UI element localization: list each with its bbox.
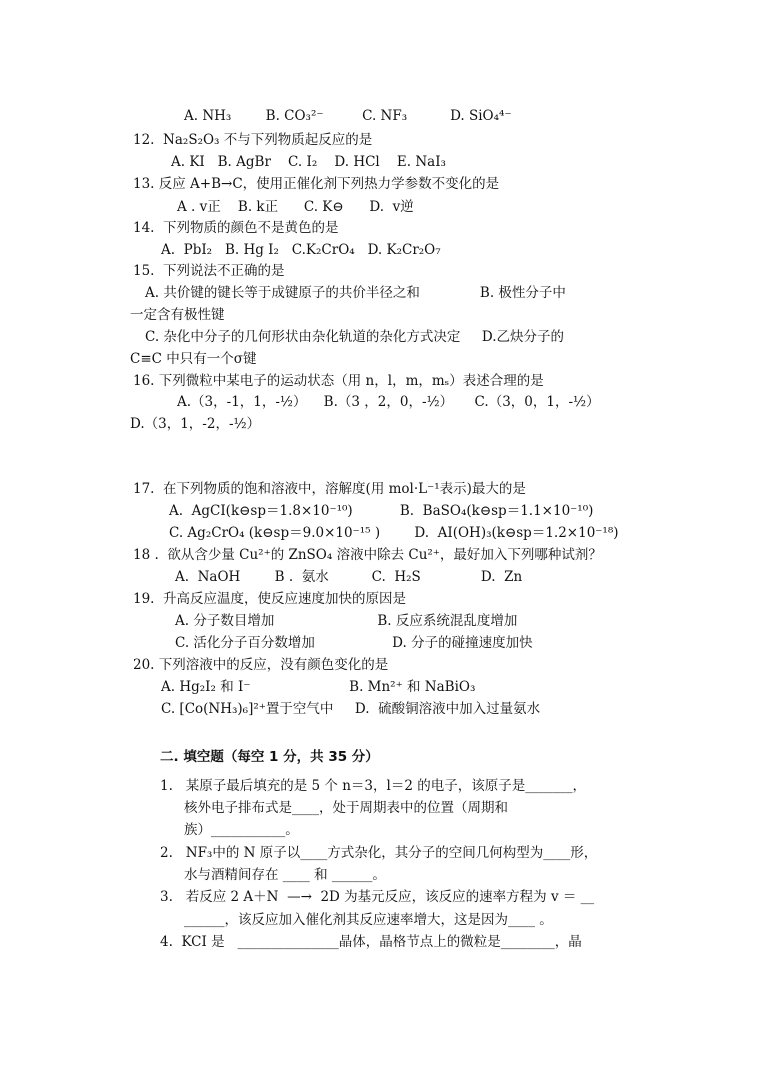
q19-options-ab: A. 分子数目增加 B. 反应系统混乱度增加 <box>175 613 518 629</box>
fill-q4: 4. KCI 是 _______________晶体，晶格节点上的微粒是________，晶 <box>160 934 582 950</box>
fill-q2-cont: 水与酒精间存在 ____ 和 ______。 <box>184 867 386 883</box>
q11-options: A. NH₃ B. CO₃²⁻ C. NF₃ D. SiO₄⁴⁻ <box>184 108 512 124</box>
q20-stem: 20. 下列溶液中的反应，没有颜色变化的是 <box>133 657 389 673</box>
q17-options-cd: C. Ag₂CrO₄ (k⊖sp＝9.0×10⁻¹⁵ ) D. AI(OH)₃(k⊖sp＝1.2×10⁻¹⁸) <box>169 525 619 541</box>
q16-option-d: D.（3，1，-2，-½） <box>130 416 261 432</box>
q15-stem: 15. 下列说法不正确的是 <box>133 263 285 279</box>
q18-stem: 18 . 欲从含少量 Cu²⁺的 ZnSO₄ 溶液中除去 Cu²⁺，最好加入下列哪种试剂？ <box>133 547 602 563</box>
fill-q1-cont: 核外电子排布式是____，处于周期表中的位置（周期和 <box>184 800 508 816</box>
q17-options-ab: A. AgCI(k⊖sp＝1.8×10⁻¹⁰) B. BaSO₄(k⊖sp＝1.1×10⁻¹⁰) <box>169 503 594 519</box>
q15-option-cd: C. 杂化中分子的几何形状由杂化轨道的杂化方式决定 D.乙炔分子的 <box>145 329 565 345</box>
fill-q1: 1. 某原子最后填充的是 5 个 n＝3，l＝2 的电子，该原子是_______， <box>160 778 586 794</box>
q18-options: A. NaOH B . 氨水 C. H₂S D. Zn <box>175 569 523 585</box>
q20-options-cd: C. [Co(NH₃)₆]²⁺置于空气中 D. 硫酸铜溶液中加入过量氨水 <box>161 701 541 717</box>
q13-stem: 13. 反应 A+B→C，使用正催化剂下列热力学参数不变化的是 <box>133 176 500 192</box>
q14-stem: 14. 下列物质的颜色不是黄色的是 <box>133 220 339 236</box>
q15-option-d-cont: C≡C 中只有一个σ键 <box>130 351 257 367</box>
q16-options-abc: A.（3，-1，1，-½） B.（3 ，2，0，-½） C.（3，0，1，-½） <box>177 394 600 410</box>
section-heading: 二. 填空题（每空 1 分，共 35 分） <box>160 749 379 765</box>
q13-options: A . v正 B. k正 C. K⊖ D. v逆 <box>177 199 414 215</box>
q15-option-ab: A. 共价键的键长等于成键原子的共价半径之和 B. 极性分子中 <box>145 285 566 301</box>
q20-options-ab: A. Hg₂I₂ 和 I⁻ B. Mn²⁺ 和 NaBiO₃ <box>161 679 476 695</box>
q15-option-b-cont: 一定含有极性键 <box>130 307 225 323</box>
fill-q3: 3. 若反应 2 A＋N —→ 2D 为基元反应，该反应的速率方程为 v ＝ __ <box>160 889 595 905</box>
q12-stem: 12. Na₂S₂O₃ 不与下列物质起反应的是 <box>133 132 373 148</box>
q12-options: A. KI B. AgBr C. I₂ D. HCl E. NaI₃ <box>171 154 446 170</box>
fill-q1-cont2: 族）___________。 <box>184 822 299 838</box>
q17-stem: 17. 在下列物质的饱和溶液中，溶解度(用 mol·L⁻¹表示)最大的是 <box>133 481 526 497</box>
q16-stem: 16. 下列微粒中某电子的运动状态（用 n，l，m，mₛ）表述合理的是 <box>133 373 544 389</box>
q19-stem: 19. 升高反应温度，使反应速度加快的原因是 <box>133 591 407 607</box>
fill-q2: 2. NF₃中的 N 原子以____方式杂化，其分子的空间几何构型为____形， <box>160 845 598 861</box>
fill-q3-cont: ______，该反应加入催化剂其反应速率增大，这是因为____ 。 <box>184 912 553 928</box>
q19-options-cd: C. 活化分子百分数增加 D. 分子的碰撞速度加快 <box>175 635 533 651</box>
q14-options: A. PbI₂ B. Hg I₂ C.K₂CrO₄ D. K₂Cr₂O₇ <box>161 242 441 258</box>
